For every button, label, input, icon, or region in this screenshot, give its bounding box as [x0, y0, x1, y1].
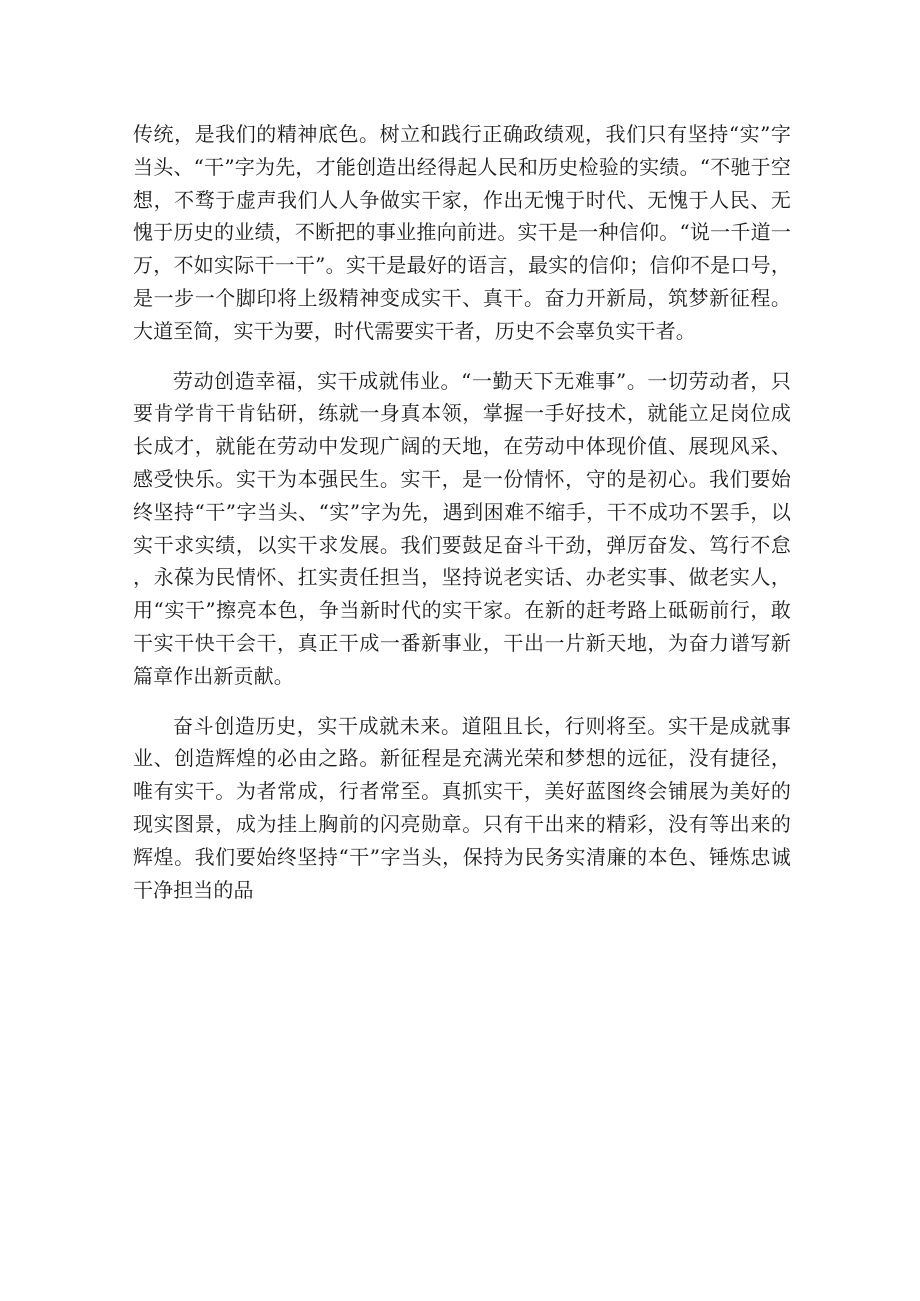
paragraph-2: 劳动创造幸福，实干成就伟业。“一勤天下无难事”。一切劳动者，只要肯学肯干肯钻研，练就一身真本领，掌握一手好技术，就能立足岗位成长成才，就能在劳动中发现广阔的天地，在劳动中体现价值、展现风采、感受快乐。实干为本强民生。实干，是一份情怀，守的是初心。我们要始终坚持“干”字当头、“实”字为先，遇到困难不缩手，干不成功不罢手，以实干求实绩，以实干求发展。我们要鼓足奋斗干劲，弹厉奋发、笃行不怠，永葆为民情怀、扛实责任担当，坚持说老实话、办老实事、做老实人，用“实干”擦亮本色，争当新时代的实干家。在新的赶考路上砥砺前行，敢干实干快干会干，真正干成一番新事业，干出一片新天地，为奋力谱写新篇章作出新贡献。 — [133, 368, 791, 688]
document-body — [133, 118, 791, 906]
paragraph-3: 奋斗创造历史，实干成就未来。道阻且长，行则将至。实干是成就事业、创造辉煌的必由之路。新征程是充满光荣和梦想的远征，没有捷径，唯有实干。为者常成，行者常至。真抓实干，美好蓝图终会铺展为美好的现实图景，成为挂上胸前的闪亮勋章。只有干出来的精彩，没有等出来的辉煌。我们要始终坚持“干”字当头，保持为民务实清廉的本色、锤炼忠诚干净担当的品 — [133, 713, 791, 902]
paragraph-1: 传统，是我们的精神底色。树立和践行正确政绩观，我们只有坚持“实”字当头、“干”字为先，才能创造出经得起人民和历史检验的实绩。“不驰于空想，不骛于虚声我们人人争做实干家，作出无愧于时代、无愧于人民、无愧于历史的业绩，不断把的事业推向前进。实干是一种信仰。“说一千道一万，不如实际干一干”。实干是最好的语言，最实的信仰；信仰不是口号，是一步一个脚印将上级精神变成实干、真干。奋力开新局，筑梦新征程。大道至简，实干为要，时代需要实干者，历史不会辜负实干者。 — [133, 122, 791, 343]
